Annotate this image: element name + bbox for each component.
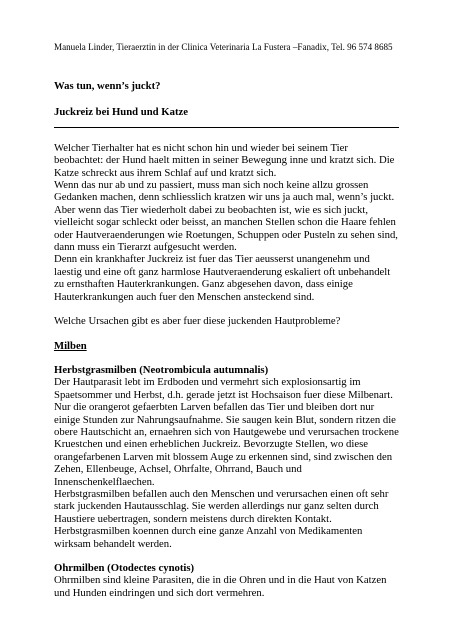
text-line: Aber wenn das Tier wiederholt dabei zu beobachten ist, wie es sich juckt, (54, 203, 369, 216)
section-title-milben: Milben (54, 339, 87, 352)
subsection-title-ohrmilben: Ohrmilben (Otodectes cynotis) (54, 562, 195, 574)
text-line: beobachtet: der Hund haelt mitten in seiner Bewegung inne und kratzt sich. Die (54, 154, 395, 167)
subsection-title-herbstgrasmilben: Herbstgrasmilben (Neotrombicula autumnalis) (54, 363, 269, 376)
text-line: Herbstgrasmilben koennen durch eine ganze Anzahl von Medikamenten (54, 525, 363, 538)
text-line: vielleicht sogar schleckt oder beisst, an manchen Stellen schon die Haare fehlen (54, 216, 396, 229)
question-line: Welche Ursachen gibt es aber fuer diese juckenden Hautprobleme? (54, 315, 341, 328)
text-line: Welcher Tierhalter hat es nicht schon hin und wieder bei seinem Tier (54, 141, 348, 154)
text-line: Der Hautparasit lebt im Erdboden und vermehrt sich explosionsartig im (54, 376, 361, 389)
text-line: oder Hautveraenderungen wie Roetungen, Schuppen oder Pusteln zu sehen sind, (54, 228, 398, 241)
text-line: Gedanken machen, denn schliesslich kratzen wir uns ja auch mal, wenn’s juckt. (54, 191, 395, 204)
herbstgrasmilben-paragraph (54, 376, 399, 550)
text-line: stark juckenden Hautausschlag. Sie werden allerdings nur ganz selten durch (54, 500, 379, 513)
text-line: laestig und eine oft ganz harmlose Hautveraenderung eskaliert oft unbehandelt (54, 265, 391, 278)
text-line: Herbstgrasmilben befallen auch den Menschen und verursachen einen oft sehr (54, 487, 389, 500)
text-line: Innenschenkelflaechen. (54, 475, 155, 488)
text-line: Zehen, Ellenbeuge, Achsel, Ohrfalte, Ohrrand, Bauch und (54, 463, 302, 476)
document-title: Was tun, wenn’s juckt? (54, 80, 161, 92)
text-line: Katze schreckt aus ihrem Schlaf auf und kratzt sich. (54, 166, 277, 179)
text-line: Haustiere uebertragen, sondern meistens durch direkten Kontakt. (54, 512, 332, 525)
text-line: Wenn das nur ab und zu passiert, muss man sich noch keine allzu grossen (54, 179, 369, 192)
text-line: zu ernsthaften Hauterkrankungen. Ganz abgesehen davon, dass einige (54, 278, 353, 291)
document-body (54, 80, 399, 599)
text-line: Hauterkrankungen auch fuer den Menschen ansteckend sind. (54, 290, 315, 303)
ohrmilben-paragraph (54, 574, 396, 599)
text-line: dann muss ein Tierarzt aufgesucht werden. (54, 241, 237, 254)
text-line: Ohrmilben sind kleine Parasiten, die in die Ohren und in die Haut von Katzen (54, 574, 387, 587)
text-line: Denn ein krankhafter Juckreiz ist fuer das Tier aeusserst unangenehm und (54, 253, 370, 266)
text-line: Nur die orangerot gefaerbten Larven befallen das Tier und bleiben dort nur (54, 401, 375, 414)
intro-paragraph (54, 142, 396, 303)
horizontal-rule (54, 127, 399, 128)
text-line: einige Stunden zur Nahrungsaufnahme. Sie saugen kein Blut, sondern ritzen die (54, 413, 396, 426)
page-header: Manuela Linder, Tieraerztin in der Clinica Veterinaria La Fustera –Fanadix, Tel. 96 574 8685 (54, 42, 393, 52)
text-line: und Hunden eindringen und sich dort vermehren. (54, 586, 265, 599)
text-line: wirksam behandelt werden. (54, 537, 172, 550)
text-line: orangefarbenen Larven mit blossem Auge zu erkennen sind, sind zwischen den (54, 450, 393, 463)
text-line: Spaetsommer und Herbst, d.h. gerade jetzt ist Hochsaison fuer diese Milbenart. (54, 388, 393, 401)
text-line: Kruestchen und einen erheblichen Juckreiz. Bevorzugte Stellen, wo diese (54, 438, 368, 451)
text-line: obere Hautschicht an, ernaehren sich von Hautgewebe und verursachen trockene (54, 425, 399, 438)
document-subtitle: Juckreiz bei Hund und Katze (54, 106, 189, 119)
